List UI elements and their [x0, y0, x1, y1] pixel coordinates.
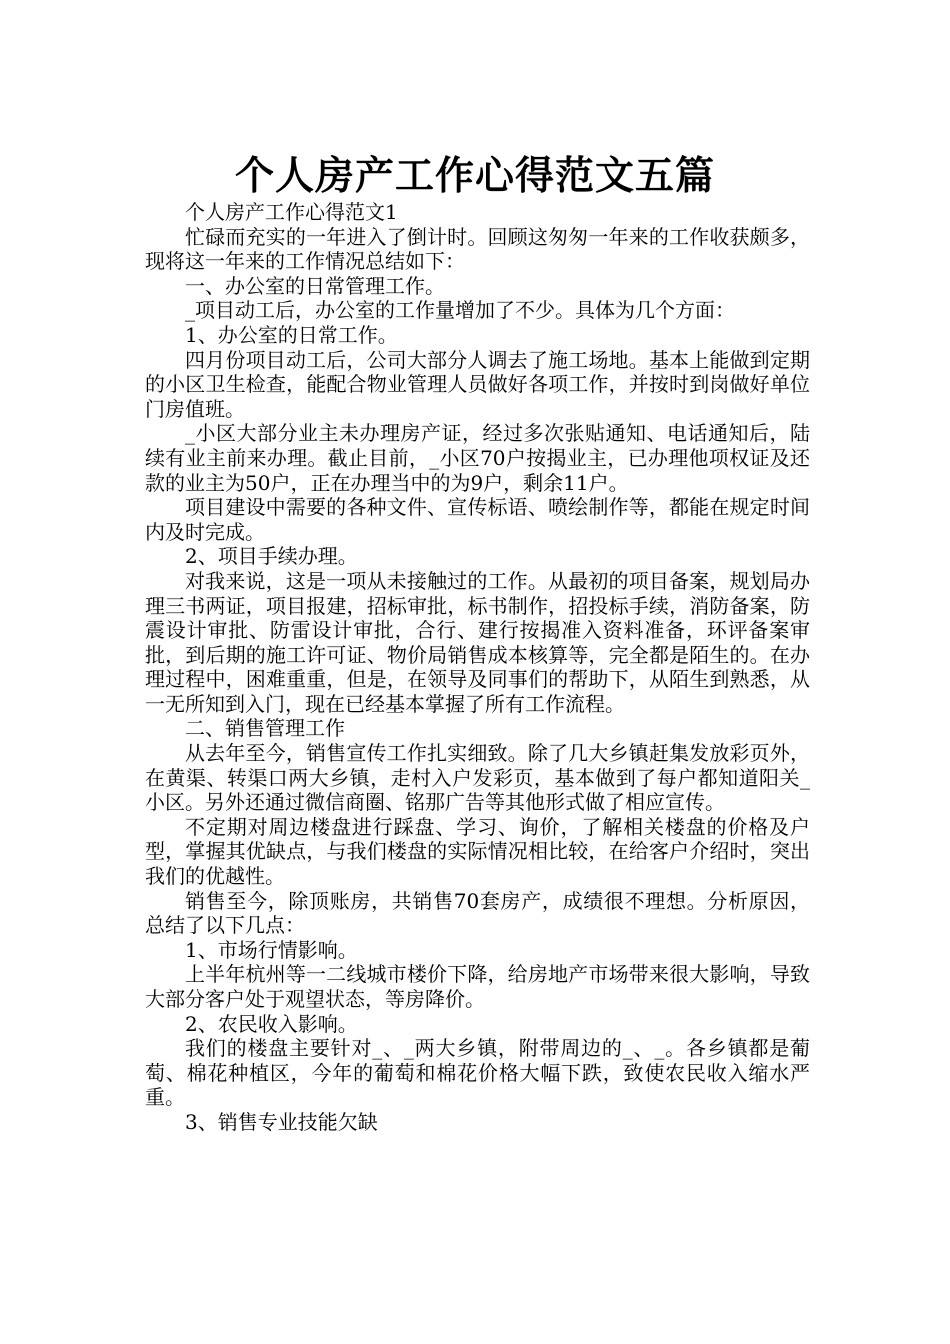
section-heading: 一、办公室的日常管理工作。 [185, 273, 445, 298]
subsection-heading: 1、市场行情影响。 [185, 937, 358, 962]
section-heading: 二、销售管理工作 [185, 716, 345, 741]
subsection-heading: 1、办公室的日常工作。 [185, 322, 398, 347]
paragraph: 四月份项目动工后，公司大部分人调去了施工场地。基本上能做到定期的小区卫生检查，能配合物业管理人员做好各项工作，并按时到岗做好单位门房值班。 [145, 347, 810, 421]
paragraph: 对我来说，这是一项从未接触过的工作。从最初的项目备案，规划局办理三书两证，项目报建，招标审批，标书制作，招投标手续，消防备案，防震设计审批、防雷设计审批，合行、建行按揭准入资料准备，环评备案审批，到后期的施工许可证、物价局销售成本核算等，完全都是陌生的。在办理过程中，困难重重，但是，在领导及同事们的帮助下，从陌生到熟悉，从一无所知到入门，现在已经基本掌握了所有工作流程。 [145, 568, 810, 716]
document-title: 个人房产工作心得范文五篇 [234, 153, 715, 200]
paragraph: 我们的楼盘主要针对_、_两大乡镇，附带周边的_、_。各乡镇都是葡萄、棉花种植区，今年的葡萄和棉花价格大幅下跌，致使农民收入缩水严重。 [145, 1036, 810, 1110]
paragraph: 忙碌而充实的一年进入了倒计时。回顾这匆匆一年来的工作收获颇多，现将这一年来的工作情况总结如下： [145, 224, 810, 274]
paragraph: _小区大部分业主未办理房产证，经过多次张贴通知、电话通知后，陆续有业主前来办理。截止目前，_小区70户按揭业主，已办理他项权证及还款的业主为50户，正在办理当中的为9户，剩余11户。 [145, 421, 810, 495]
paragraph: 项目建设中需要的各种文件、宣传标语、喷绘制作等，都能在规定时间内及时完成。 [145, 495, 810, 544]
paragraph: 不定期对周边楼盘进行踩盘、学习、询价，了解相关楼盘的价格及户型，掌握其优缺点，与我们楼盘的实际情况相比较，在给客户介绍时，突出我们的优越性。 [145, 814, 810, 889]
subsection-heading: 2、项目手续办理。 [185, 544, 358, 569]
subsection-heading: 2、农民收入影响。 [185, 1011, 358, 1036]
subsection-heading: 3、销售专业技能欠缺 [185, 1109, 378, 1134]
document-body [145, 200, 810, 1135]
paragraph: _项目动工后，办公室的工作量增加了不少。具体为几个方面： [185, 298, 735, 323]
paragraph: 上半年杭州等一二线城市楼价下降，给房地产市场带来很大影响，导致大部分客户处于观望状态，等房降价。 [145, 962, 810, 1011]
paragraph: 从去年至今，销售宣传工作扎实细致。除了几大乡镇赶集发放彩页外，在黄渠、转渠口两大乡镇，走村入户发彩页，基本做到了每户都知道阳关_小区。另外还通过微信商圈、铭那广告等其他形式做了相应宣传。 [145, 741, 810, 815]
section-heading: 个人房产工作心得范文1 [185, 200, 398, 224]
paragraph: 销售至今，除顶账房，共销售70套房产，成绩很不理想。分析原因，总结了以下几点： [145, 888, 810, 938]
